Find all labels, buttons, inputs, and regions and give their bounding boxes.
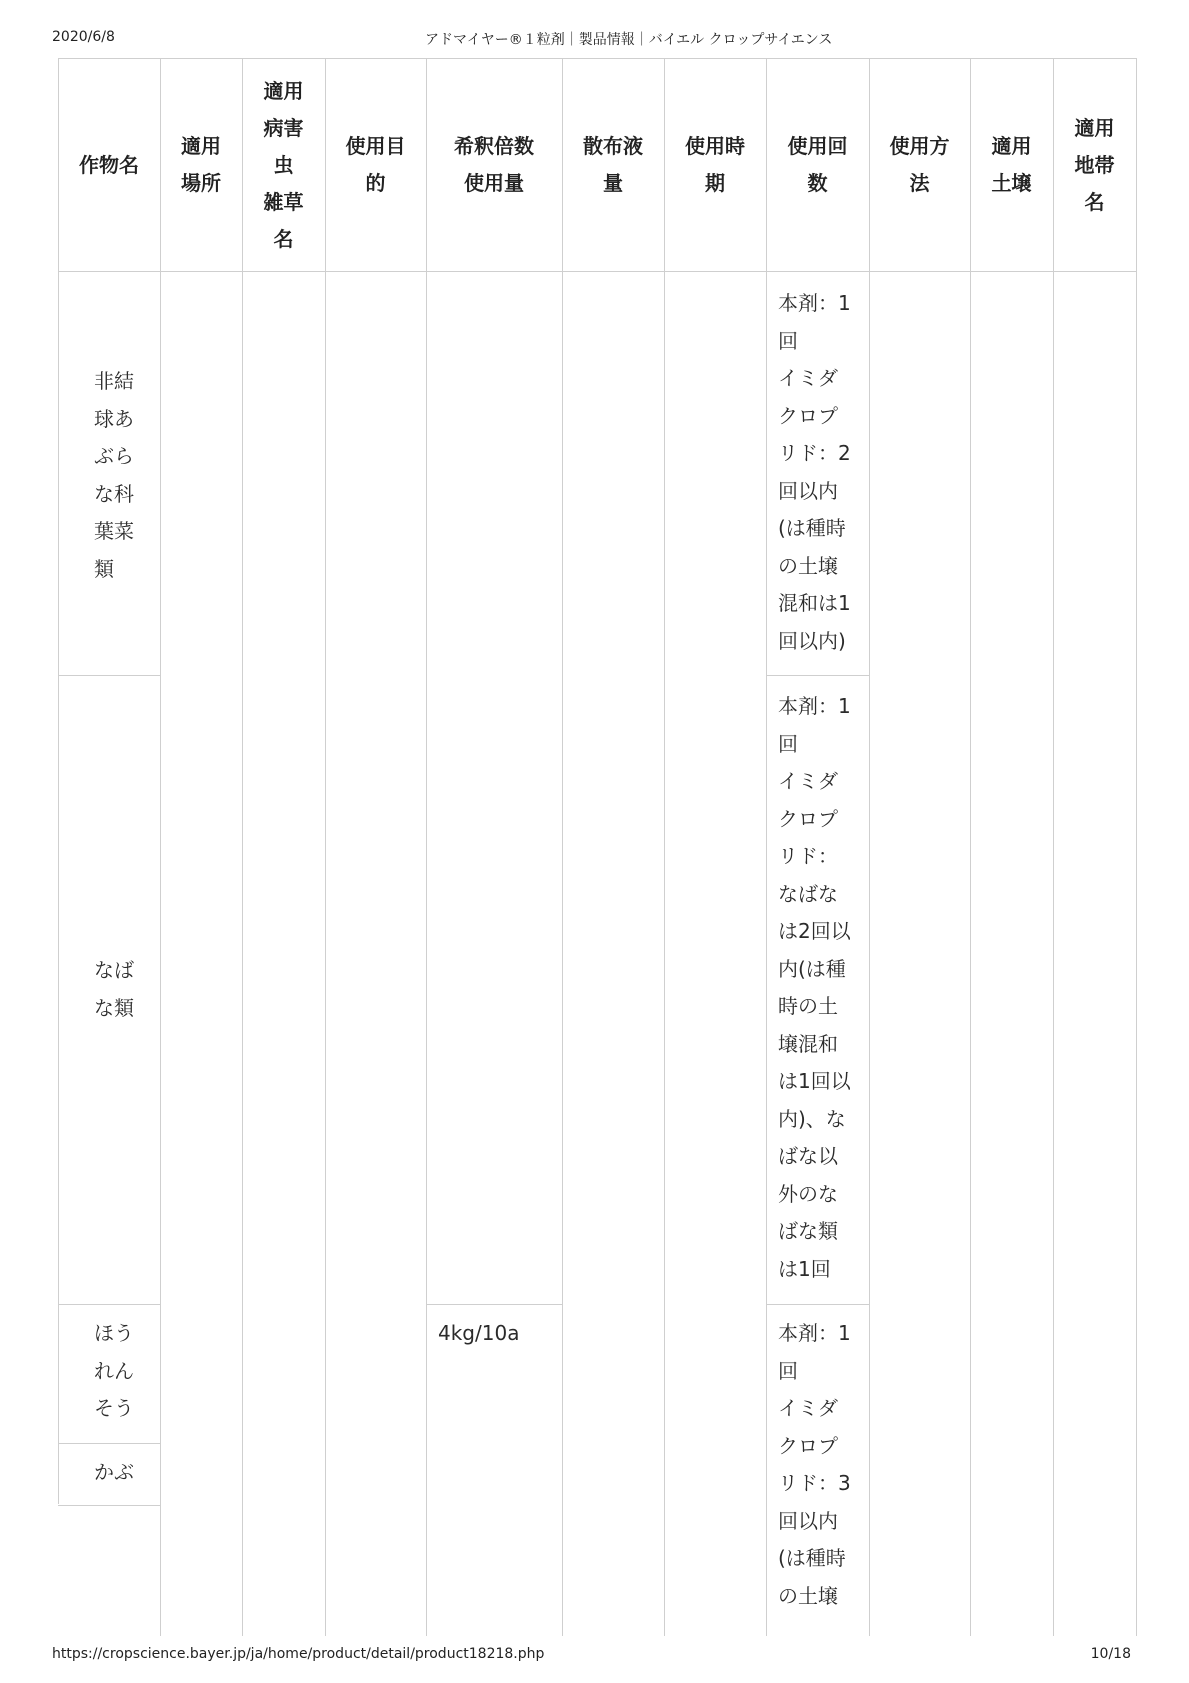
cell-text-line: イミダ	[778, 1396, 838, 1420]
cell-text-line: 本剤：1	[778, 694, 851, 718]
cell-text-line: ばな以	[778, 1144, 838, 1168]
cell-text-line: 使用方	[889, 134, 950, 158]
usage-count-cell	[778, 1315, 851, 1615]
page-number: 10/18	[1090, 1646, 1131, 1662]
column-header-crop-name	[58, 59, 160, 271]
cell-text-line: なば	[94, 958, 134, 982]
cell-text-line: そう	[94, 1396, 134, 1420]
cell-text-line: クロプ	[778, 806, 838, 831]
crop-name-cell	[94, 1315, 134, 1428]
cell-text-line: (は種時	[778, 1546, 846, 1570]
cell-text-line: ほう	[94, 1321, 134, 1345]
cell-text-line: 量	[603, 171, 623, 195]
cell-text-line: ばな類	[778, 1219, 838, 1243]
print-date: 2020/6/8	[52, 29, 115, 45]
cell-text-line: 適用	[263, 78, 304, 103]
cell-text-line: イミダ	[778, 769, 838, 793]
dosage-cell	[438, 1315, 519, 1353]
column-header-number-of-uses	[766, 59, 869, 271]
cell-text-line: なばな	[778, 881, 838, 906]
cell-text-line: 4kg/10a	[438, 1321, 520, 1345]
cell-text-line: 的	[365, 171, 386, 195]
cell-text-line: 回	[778, 328, 798, 353]
cell-text-line: 回以内)	[778, 628, 846, 653]
cell-text-line: 葉菜	[94, 519, 134, 543]
column-header-applicable-region	[1053, 59, 1136, 271]
cell-text-line: 希釈倍数	[454, 134, 534, 158]
cell-text-line: クロプ	[778, 1433, 838, 1458]
cell-text-line: ぶら	[94, 444, 134, 468]
column-header-application-site	[160, 59, 242, 271]
crop-name-cell	[94, 952, 134, 1027]
cell-text-line: 期	[705, 171, 725, 195]
cell-text-line: 散布液	[583, 134, 643, 158]
cell-text-line: 回以内	[778, 1508, 838, 1533]
cell-text-line: 時の土	[778, 994, 838, 1018]
cell-text-line: は1回以	[778, 1069, 851, 1093]
cell-text-line: 場所	[181, 171, 221, 195]
cell-text-line: 土壌	[991, 171, 1032, 195]
cell-text-line: リド：2	[778, 441, 851, 465]
cell-text-line: 壌混和	[778, 1031, 838, 1056]
cell-text-line: は1回	[778, 1256, 831, 1281]
cell-text-line: クロプ	[778, 403, 838, 428]
cell-text-line: 内)、な	[778, 1106, 846, 1131]
cell-text-line: (は種時	[778, 516, 846, 540]
cell-text-line: 混和は1	[778, 591, 851, 615]
crop-name-cell	[94, 1454, 134, 1492]
cell-text-line: 法	[909, 171, 930, 195]
cell-text-line: な科	[94, 481, 134, 506]
cell-text-line: 病害	[263, 115, 304, 140]
page-url: https://cropscience.bayer.jp/ja/home/product/detail/product18218.php	[52, 1646, 545, 1662]
cell-text-line: 回	[778, 731, 798, 756]
cell-text-line: かぶ	[94, 1460, 134, 1484]
cell-text-line: 適用	[1074, 115, 1115, 140]
cell-text-line: 適用	[991, 134, 1032, 158]
cell-text-line: 使用量	[464, 171, 524, 195]
column-header-method	[869, 59, 970, 271]
column-header-applicable-soil	[970, 59, 1053, 271]
cell-text-line: は2回以	[778, 919, 851, 943]
cell-text-line: 使用目	[345, 134, 406, 158]
cell-text-line: 雑草	[263, 189, 304, 214]
page-title: アドマイヤー®１粒剤｜製品情報｜バイエル クロップサイエンス	[425, 32, 833, 48]
cell-text-line: 回	[778, 1358, 798, 1383]
column-header-timing	[664, 59, 766, 271]
cell-text-line: 非結	[94, 369, 134, 393]
cell-text-line: リド：3	[778, 1471, 851, 1495]
cell-text-line: 地帯	[1074, 152, 1115, 177]
cell-text-line: の土壌	[778, 553, 838, 578]
column-header-purpose	[325, 59, 426, 271]
cell-text-line: リド：	[778, 844, 838, 868]
crop-name-cell	[94, 363, 134, 588]
cell-text-line: れん	[94, 1358, 134, 1383]
cell-text-line: 適用	[181, 134, 221, 158]
cell-text-line: 虫	[273, 152, 294, 177]
cell-text-line: の土壌	[778, 1583, 838, 1608]
cell-text-line: 数	[807, 171, 828, 195]
cell-text-line: イミダ	[778, 366, 838, 390]
column-header-target-pest-weed	[242, 59, 325, 271]
cell-text-line: 本剤：1	[778, 1321, 851, 1345]
cell-text-line: 類	[94, 556, 114, 581]
usage-count-cell	[778, 285, 851, 660]
column-header-dilution-dosage	[426, 59, 562, 271]
column-header-spray-volume	[562, 59, 664, 271]
cell-text-line: 名	[273, 226, 294, 251]
cell-text-line: 外のな	[778, 1181, 838, 1206]
cell-text-line: 作物名	[79, 152, 139, 177]
cell-text-line: 名	[1084, 189, 1105, 214]
cell-text-line: 球あ	[94, 406, 134, 431]
cell-text-line: 回以内	[778, 478, 838, 503]
cell-text-line: 使用時	[685, 134, 745, 158]
cell-text-line: 本剤：1	[778, 291, 851, 315]
usage-count-cell	[778, 688, 851, 1288]
cell-text-line: 内(は種	[778, 956, 846, 981]
cell-text-line: 使用回	[787, 134, 848, 158]
cell-text-line: な類	[94, 995, 134, 1020]
